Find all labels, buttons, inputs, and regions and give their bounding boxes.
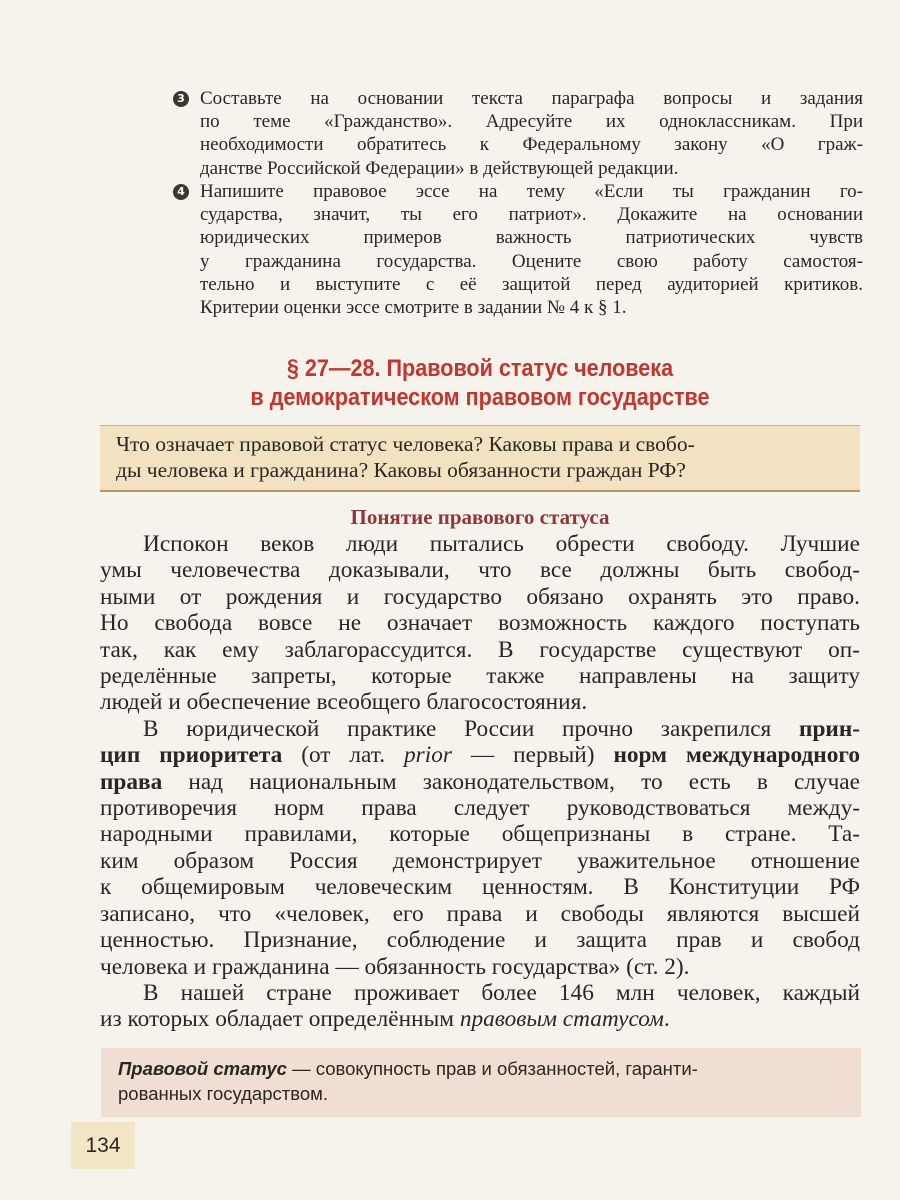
text-run: В юридической практике России прочно закрепился <box>143 715 800 742</box>
section-heading-line-2: в демократическом правовом государстве <box>250 384 710 411</box>
definition-term: Правовой статус <box>118 1058 287 1079</box>
italic-term: правовым статусом <box>459 1006 664 1033</box>
task-line: необходимости обратитесь к Федеральному закону «О граж- <box>200 134 863 156</box>
body-line: умы человечества доказывали, что все должны быть свобод- <box>100 557 860 584</box>
body-line: народными правилами, которые общепризнаны в стране. Та- <box>100 821 860 848</box>
body-text <box>100 531 860 1033</box>
text-run: . <box>663 1006 670 1033</box>
text-run: — первый) <box>451 742 614 769</box>
task-3 <box>173 87 863 180</box>
task-text <box>200 87 863 180</box>
task-number-badge: 4 <box>173 184 189 200</box>
task-text <box>200 180 863 319</box>
body-line: В нашей стране проживает более 146 млн человек, каждый <box>143 979 860 1006</box>
body-line: записано, что «человек, его права и свободы являются высшей <box>100 900 860 927</box>
body-line: ким образом Россия демонстрирует уважительное отношение <box>100 847 860 874</box>
bold-term: норм международного <box>613 742 860 769</box>
definition-text: — совокупность прав и обязанностей, гаранти- <box>286 1058 698 1079</box>
task-line: Напишите правовое эссе на тему «Если ты гражданин го- <box>200 181 863 202</box>
body-line <box>100 1006 860 1032</box>
body-line: Но свобода вовсе не означает возможность каждого поступать <box>100 610 860 637</box>
definition-line-2: рованных государством. <box>118 1083 328 1104</box>
text-run: из которых обладает определённым <box>100 1006 460 1033</box>
task-line: Составьте на основании текста параграфа вопросы и задания <box>200 88 863 109</box>
body-line: к общемировым человеческим ценностям. В Конституции РФ <box>100 874 860 901</box>
body-line <box>100 769 860 795</box>
task-line: тельно и выступите с её защитой перед аудиторией критиков. <box>200 273 863 295</box>
body-line: ценностью. Признание, соблюдение и защита прав и свобод <box>100 927 860 954</box>
task-4 <box>173 180 863 319</box>
task-line: данстве Российской Федерации» в действующей редакции. <box>200 157 679 179</box>
bold-term: цип приоритета <box>100 742 283 769</box>
body-line <box>100 716 860 742</box>
task-line: сударства, значит, ты его патриот». Докажите на основании <box>200 204 863 226</box>
bold-term: права <box>100 768 163 795</box>
page-number: 134 <box>71 1122 135 1169</box>
body-line: Испокон веков люди пытались обрести свободу. Лучшие <box>143 531 860 557</box>
text-run: (от лат. <box>282 742 405 769</box>
latin-word: prior <box>404 742 452 769</box>
body-line: так, как ему заблагорассудится. В государстве существуют оп- <box>100 636 860 663</box>
subsection-title: Понятие правового статуса <box>350 505 610 529</box>
body-line: ными от рождения и государство обязано охранять это право. <box>100 583 860 610</box>
task-number-badge: 3 <box>173 91 189 107</box>
body-line: противоречия норм права следует руководствоваться между- <box>100 795 860 822</box>
definition-line-1 <box>118 1056 698 1081</box>
body-line: человека и гражданина — обязанность государства» (ст. 2). <box>100 953 690 980</box>
task-line: у гражданина государства. Оцените свою работу самостоя- <box>200 250 863 272</box>
text-run: над национальным законодательством, то есть в случае <box>162 768 860 795</box>
question-line-1: Что означает правовой статус человека? Каковы права и свобо- <box>116 432 695 456</box>
definition-box <box>101 1048 861 1117</box>
body-line: людей и обеспечение всеобщего благосостояния. <box>100 689 588 716</box>
question-line-2: ды человека и гражданина? Каковы обязанности граждан РФ? <box>116 458 686 482</box>
section-heading-line-1: § 27—28. Правовой статус человека <box>286 355 674 382</box>
section-heading <box>183 354 777 412</box>
task-line: по теме «Гражданство». Адресуйте их одноклассникам. При <box>200 111 863 133</box>
bold-term: прин- <box>799 715 860 742</box>
body-line: ределённые запреты, которые также направлены на защиту <box>100 663 860 690</box>
intro-questions-box <box>100 425 860 492</box>
task-line: юридических примеров важность патриотических чувств <box>200 227 863 249</box>
body-line <box>100 742 860 768</box>
task-line: Критерии оценки эссе смотрите в задании № 4 к § 1. <box>200 297 627 319</box>
